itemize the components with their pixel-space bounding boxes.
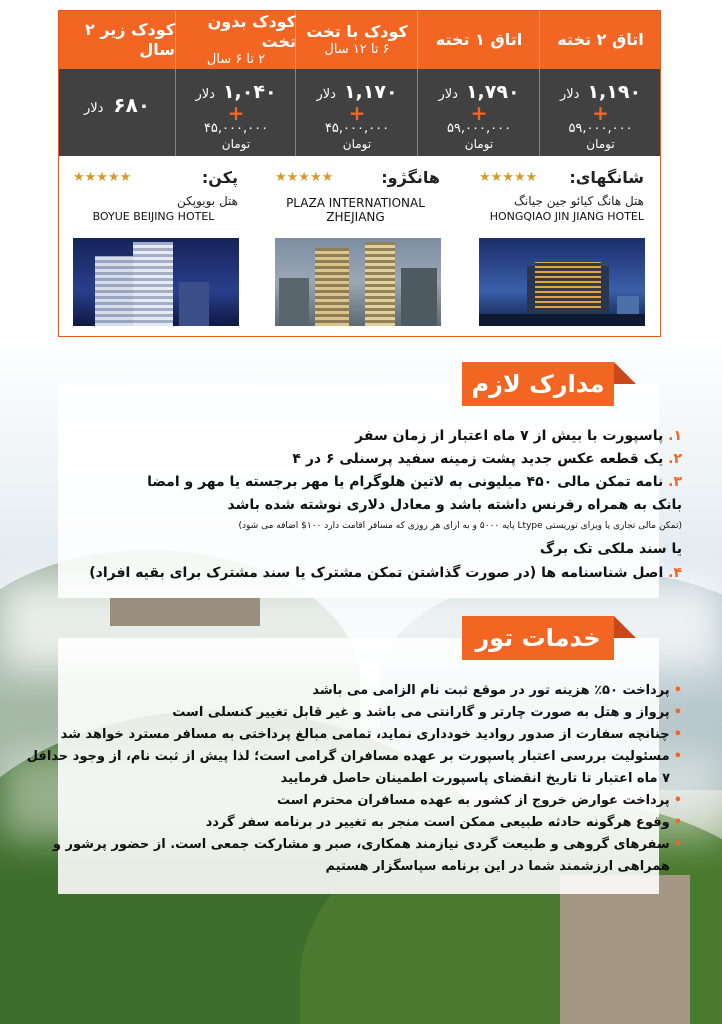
hotel-shanghai — [475, 156, 650, 336]
services-title: خدمات تور — [475, 624, 601, 652]
usd-unit: دلار — [438, 87, 458, 102]
documents-title: مدارک لازم — [471, 370, 605, 398]
col-subtitle: ۶ تا ۱۲ سال — [324, 42, 390, 57]
toman-price: ۵۹,۰۰۰,۰۰۰ — [568, 121, 633, 136]
service-item: •پرداخت عوارض خروج از کشور به عهده مسافران محترم است — [276, 793, 682, 808]
plus-sign: + — [227, 101, 245, 125]
hotel-name-en: BOYUE BEIJING HOTEL — [92, 210, 215, 223]
services-banner — [462, 616, 614, 660]
city-name: پکن: — [201, 168, 238, 187]
toman-unit: تومان — [586, 137, 615, 151]
great-wall-section — [110, 598, 260, 626]
usd-unit: دلار — [83, 101, 104, 116]
hotel-name-fa: هتل بویوپکن — [176, 194, 238, 208]
star-rating: ★★★★★ — [275, 170, 334, 185]
service-item-cont: ۷ ماه اعتبار تا تاریخ انقضای پاسپورت اطمینان حاصل فرمایید — [280, 771, 670, 786]
usd-price: ۱,۷۹۰ — [465, 81, 520, 103]
service-item-cont: همراهی ارزشمند شما در این برنامه سپاسگزار هستیم — [325, 859, 670, 874]
service-item: •پرداخت ۵۰٪ هزینه تور در موقع ثبت نام الزامی می باشد — [312, 683, 682, 698]
hotel-hangzhou — [271, 156, 446, 336]
toman-price: ۴۵,۰۰۰,۰۰۰ — [203, 121, 269, 136]
star-rating: ★★★★★ — [73, 170, 132, 185]
doc-item: ۴. اصل شناسنامه ها (در صورت گذاشتن تمکن مشترک یا سند مشترک برای بقیه افراد) — [89, 565, 682, 581]
doc-item: ۱. پاسپورت با بیش از ۷ ماه اعتبار از زمان سفر — [355, 428, 682, 444]
usd-price: ۱,۱۹۰ — [587, 81, 642, 103]
plus-sign: + — [348, 101, 366, 125]
doc-note: (تمکن مالی تجاری یا ویزای توریستی Ltype پایه ۵۰۰۰ و به ازای هر روزی که مسافر اقامت دارد ۱۰۰$ اضافه می شود) — [238, 521, 682, 531]
usd-price: ۱,۰۴۰ — [222, 81, 277, 103]
plus-sign: + — [470, 101, 488, 125]
col-title: کودک زیر ۲ سال — [84, 20, 175, 59]
city-name: هانگژو: — [381, 168, 440, 187]
hotel-name-en: PLAZA INTERNATIONAL ZHEJIANG — [286, 196, 425, 224]
doc-item: بانک به همراه رفرنس داشته باشد و معادل دلاری نوشته شده باشد — [227, 497, 682, 513]
usd-unit: دلار — [316, 87, 336, 102]
hotel-photo — [275, 238, 441, 326]
col-title: اتاق ۱ تخته — [435, 30, 523, 49]
doc-item: یا سند ملکی تک برگ — [539, 541, 682, 557]
city-name: شانگهای: — [569, 168, 644, 187]
star-rating: ★★★★★ — [479, 170, 538, 185]
service-item: •مسئولیت بررسی اعتبار پاسپورت بر عهده مسافران گرامی است؛ لذا پیش از ثبت نام، از وجود حداقل — [26, 749, 682, 764]
col-subtitle: ۲ تا ۶ سال — [206, 52, 266, 67]
service-item: •پرواز و هتل به صورت چارتر و گارانتی می باشد و غیر قابل تغییر کنسلی است — [172, 705, 682, 720]
service-item: •وقوع هرگونه حادثه طبیعی ممکن است منجر به تغییر در برنامه سفر گردد — [205, 815, 682, 830]
watchtower — [560, 875, 690, 1024]
price-col-infant — [59, 11, 175, 157]
col-title: اتاق ۲ تخته — [557, 30, 644, 49]
price-table — [58, 10, 661, 158]
toman-price: ۴۵,۰۰۰,۰۰۰ — [324, 121, 390, 136]
hotel-photo — [73, 238, 239, 326]
services-panel — [58, 638, 659, 894]
price-col-child-bed — [295, 11, 418, 157]
price-col-double — [539, 11, 661, 157]
usd-unit: دلار — [559, 87, 580, 102]
service-item: •چنانچه سفارت از صدور روادید خودداری نماید، تمامی مبالغ پرداختی به مسافر مسترد خواهد شد — [60, 727, 682, 742]
hotel-photo — [479, 238, 645, 326]
plus-sign: + — [592, 101, 609, 125]
col-title: کودک بدون تخت — [207, 12, 296, 51]
hotels-section — [58, 156, 661, 337]
toman-unit: تومان — [342, 137, 372, 151]
hotel-name-fa: هتل هانگ کیائو جین جیانگ — [514, 194, 644, 208]
hotel-beijing — [69, 156, 244, 336]
documents-banner — [462, 362, 614, 406]
usd-price: ۶۸۰ — [113, 93, 151, 117]
hotel-name-en: HONGQIAO JIN JIANG HOTEL — [489, 210, 644, 223]
price-col-child-nobed — [175, 11, 296, 157]
toman-price: ۵۹,۰۰۰,۰۰۰ — [446, 121, 512, 136]
usd-unit: دلار — [195, 87, 215, 102]
price-col-single — [417, 11, 540, 157]
usd-price: ۱,۱۷۰ — [343, 81, 398, 103]
doc-item: ۲. یک قطعه عکس جدید پشت زمینه سفید پرسنلی ۶ در ۴ — [292, 451, 682, 467]
col-title: کودک با تخت — [306, 22, 408, 41]
doc-item: ۳. نامه تمکن مالی ۴۵۰ میلیونی به لاتین هلوگرام یا مهر برجسته یا مهر و امضا — [147, 474, 682, 490]
toman-unit: تومان — [221, 137, 251, 151]
service-item: •سفرهای گروهی و طبیعت گردی نیازمند همکاری، صبر و مشارکت جمعی است. از حضور پرشور و — [52, 837, 682, 852]
toman-unit: تومان — [464, 137, 494, 151]
